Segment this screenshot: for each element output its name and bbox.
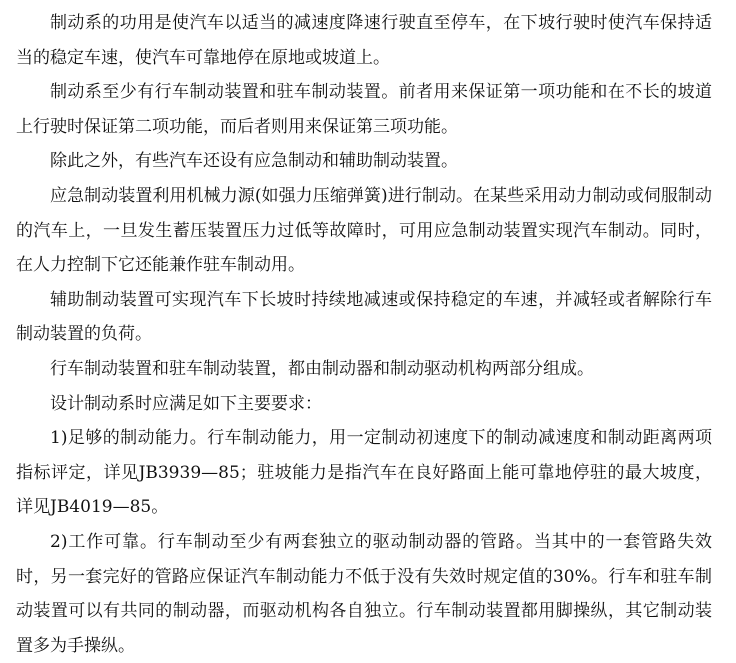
document-body [16, 6, 712, 663]
paragraph-design-requirements: 设计制动系时应满足如下主要要求： [50, 393, 322, 414]
paragraph-brake-devices: 制动系至少有行车制动装置和驻车制动装置。前者用来保证第一项功能和在不长的坡道上行驶时保证第二项功能，而后者则用来保证第三项功能。 [16, 82, 712, 137]
paragraph-emergency-brake: 应急制动装置利用机械力源(如强力压缩弹簧)进行制动。在某些采用动力制动或伺服制动的汽车上，一旦发生蓄压装置压力过低等故障时，可用应急制动装置实现汽车制动。同时，在人力控制下它还能兼作驻车制动用。 [16, 185, 712, 276]
paragraph-auxiliary-brake: 辅助制动装置可实现汽车下长坡时持续地减速或保持稳定的车速，并减轻或者解除行车制动装置的负荷。 [16, 289, 712, 345]
paragraph-requirement-2: 2)工作可靠。行车制动至少有两套独立的驱动制动器的管路。当其中的一套管路失效时，另一套完好的管路应保证汽车制动能力不低于没有失效时规定值的30%。行车和驻车制动装置可以有共同的制动器，而驱动机构各自独立。行车制动装置都用脚操纵，其它制动装置多为手操纵。 [16, 531, 712, 656]
paragraph-additional-devices: 除此之外，有些汽车还设有应急制动和辅助制动装置。 [50, 151, 458, 172]
paragraph-brake-function: 制动系的功用是使汽车以适当的减速度降速行驶直至停车，在下坡行驶时使汽车保持适当的稳定车速，使汽车可靠地停在原地或坡道上。 [16, 13, 712, 68]
paragraph-brake-composition: 行车制动装置和驻车制动装置，都由制动器和制动驱动机构两部分组成。 [50, 358, 594, 379]
paragraph-requirement-1: 1)足够的制动能力。行车制动能力，用一定制动初速度下的制动减速度和制动距离两项指标评定，详见JB3939—85；驻坡能力是指汽车在良好路面上能可靠地停驻的最大坡度，详见JB4019—85。 [16, 428, 712, 518]
